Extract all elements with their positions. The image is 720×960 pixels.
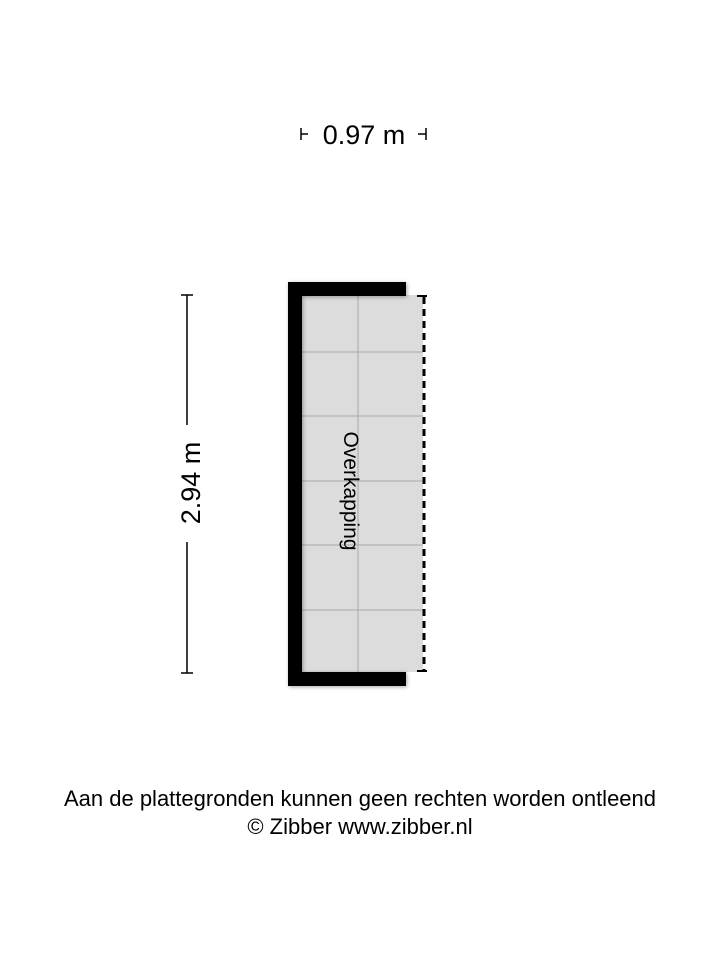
width-dimension <box>301 120 426 150</box>
room-label: Overkapping <box>339 431 362 551</box>
disclaimer-text: Aan de plattegronden kunnen geen rechten worden ontleend <box>63 786 657 811</box>
height-dimension <box>176 295 206 673</box>
copyright-text: © Zibber www.zibber.nl <box>247 814 473 839</box>
width-dimension-label: 0.97 m <box>322 120 406 150</box>
height-dimension-label: 2.94 m <box>176 441 206 525</box>
